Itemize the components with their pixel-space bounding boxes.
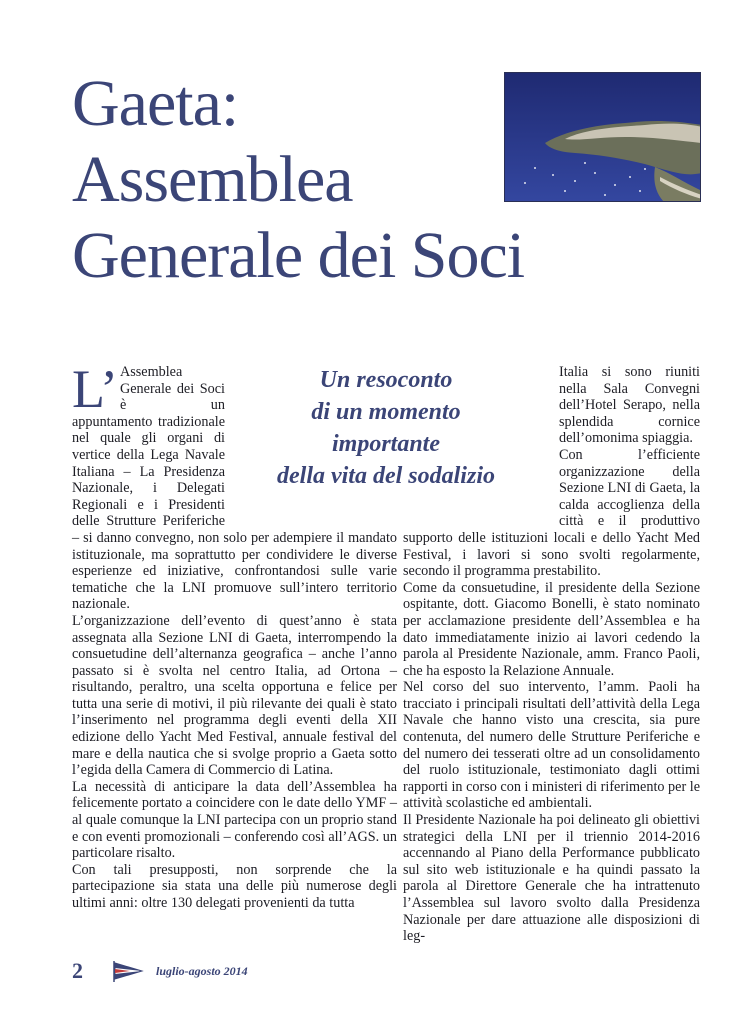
paragraph: Nel corso del suo intervento, l’amm. Paoli ha tracciato i principali risultati dell’attività della Lega Navale che hanno visto una crescita, sia pure contenuta, del numero delle Strutture Periferiche e del numero dei tesserati oltre ad un consolidamento del ruolo istituzionale, testimoniato dagli ottimi rapporti in corso con i ministeri di riferimento per le attività scolastiche ed ambientali. [403,679,700,812]
page-number: 2 [72,958,83,983]
paragraph: Assemblea Generale dei Soci è un appuntamento tradizionale nel quale gli organi di vertice della Lega Navale Italiana – La Presidenza Nazionale, i Delegati Regionali e i Presidenti delle Strutture Periferiche – si danno convegno, non solo per adempiere il mandato istituzionale, ma soprattutto per condividere le diverse esperienze ed iniziative, confrontandosi sulle varie tematiche che la LNI promuove sull’intero territorio nazionale. [72,364,397,613]
paragraph: L’organizzazione dell’evento di quest’anno è stata assegnata alla Sezione LNI di Gaeta, interrompendo la consuetudine dell’alternanza geografica – anche l’anno passato si è svolta nel centro Italia, ad Ortona – risultando, peraltro, una scelta opportuna e felice per tutta una serie di motivi, il più rilevante dei quali è stato l’inserimento nel programma degli eventi della XII edizione dello Yacht Med Festival, annuale festival del mare e della nautica che si svolge proprio a Gaeta sotto l’egida della Camera di Commercio di Latina. [72,612,397,779]
title-line: Gaeta: [72,67,239,140]
page-footer [72,956,248,986]
subtitle-line: Un resoconto [319,367,453,393]
paragraph: Il Presidente Nazionale ha poi delineato gli obiettivi strategici della LNI per il triennio 2014-2016 accennando al Piano della Performance pubblicato sul sito web istituzionale e ha quindi passato la parola al Direttore Generale che ha intrattenuto l’Assemblea sul lavoro svolto dalla Presidenza Nazionale per dare attuazione alle disposizioni di leg- [403,812,700,945]
paragraph: La necessità di anticipare la data dell’Assemblea ha felicemente portato a coincidere con le date dello YMF – al quale comunque la LNI partecipa con un proprio stand e con eventi promozionali – conferendo così all’AGS. un particolare risalto. [72,778,397,862]
paragraph: Con tali presupposti, non sorprende che la partecipazione sia stata una delle più numerose degli ultimi anni: oltre 130 delegati provenienti da tutta [72,861,397,911]
paragraph: Come da consuetudine, il presidente della Sezione ospitante, dott. Giacomo Bonelli, è stato nominato per acclamazione presidente dell’Assemblea e ha dato immediatamente inizio ai lavori cedendo la parola al Presidente Nazionale, amm. Franco Paoli, che ha esposto la Relazione Annuale. [403,579,700,679]
issue-date: luglio-agosto 2014 [156,963,248,978]
subtitle-spacer [225,364,397,514]
title-line: Assemblea [72,143,353,216]
paragraph: Con l’efficiente organizzazione della Sezione LNI di Gaeta, la calda accoglienza della città e il produttivo supporto delle istituzioni locali e dello Yacht Med Festival, i lavori si sono svolti regolarmente, secondo il programma prestabilito. [403,446,700,580]
title-line: Generale dei Soci [72,219,525,292]
subtitle-line: importante [331,431,440,457]
subtitle-line: di un momento [311,399,461,425]
gaeta-coast-photo [504,72,701,202]
subtitle-line: della vita del sodalizio [277,463,495,489]
paragraph: Italia si sono riuniti nella Sala Convegni dell’Hotel Serapo, nella splendida cornice dell’omonima spiaggia. [559,364,700,447]
article-column-left [72,359,397,912]
article-column-right [403,364,700,945]
drop-cap: L’ [72,359,119,419]
lni-pennant-flag-icon [112,959,144,983]
subtitle-spacer [403,364,559,520]
